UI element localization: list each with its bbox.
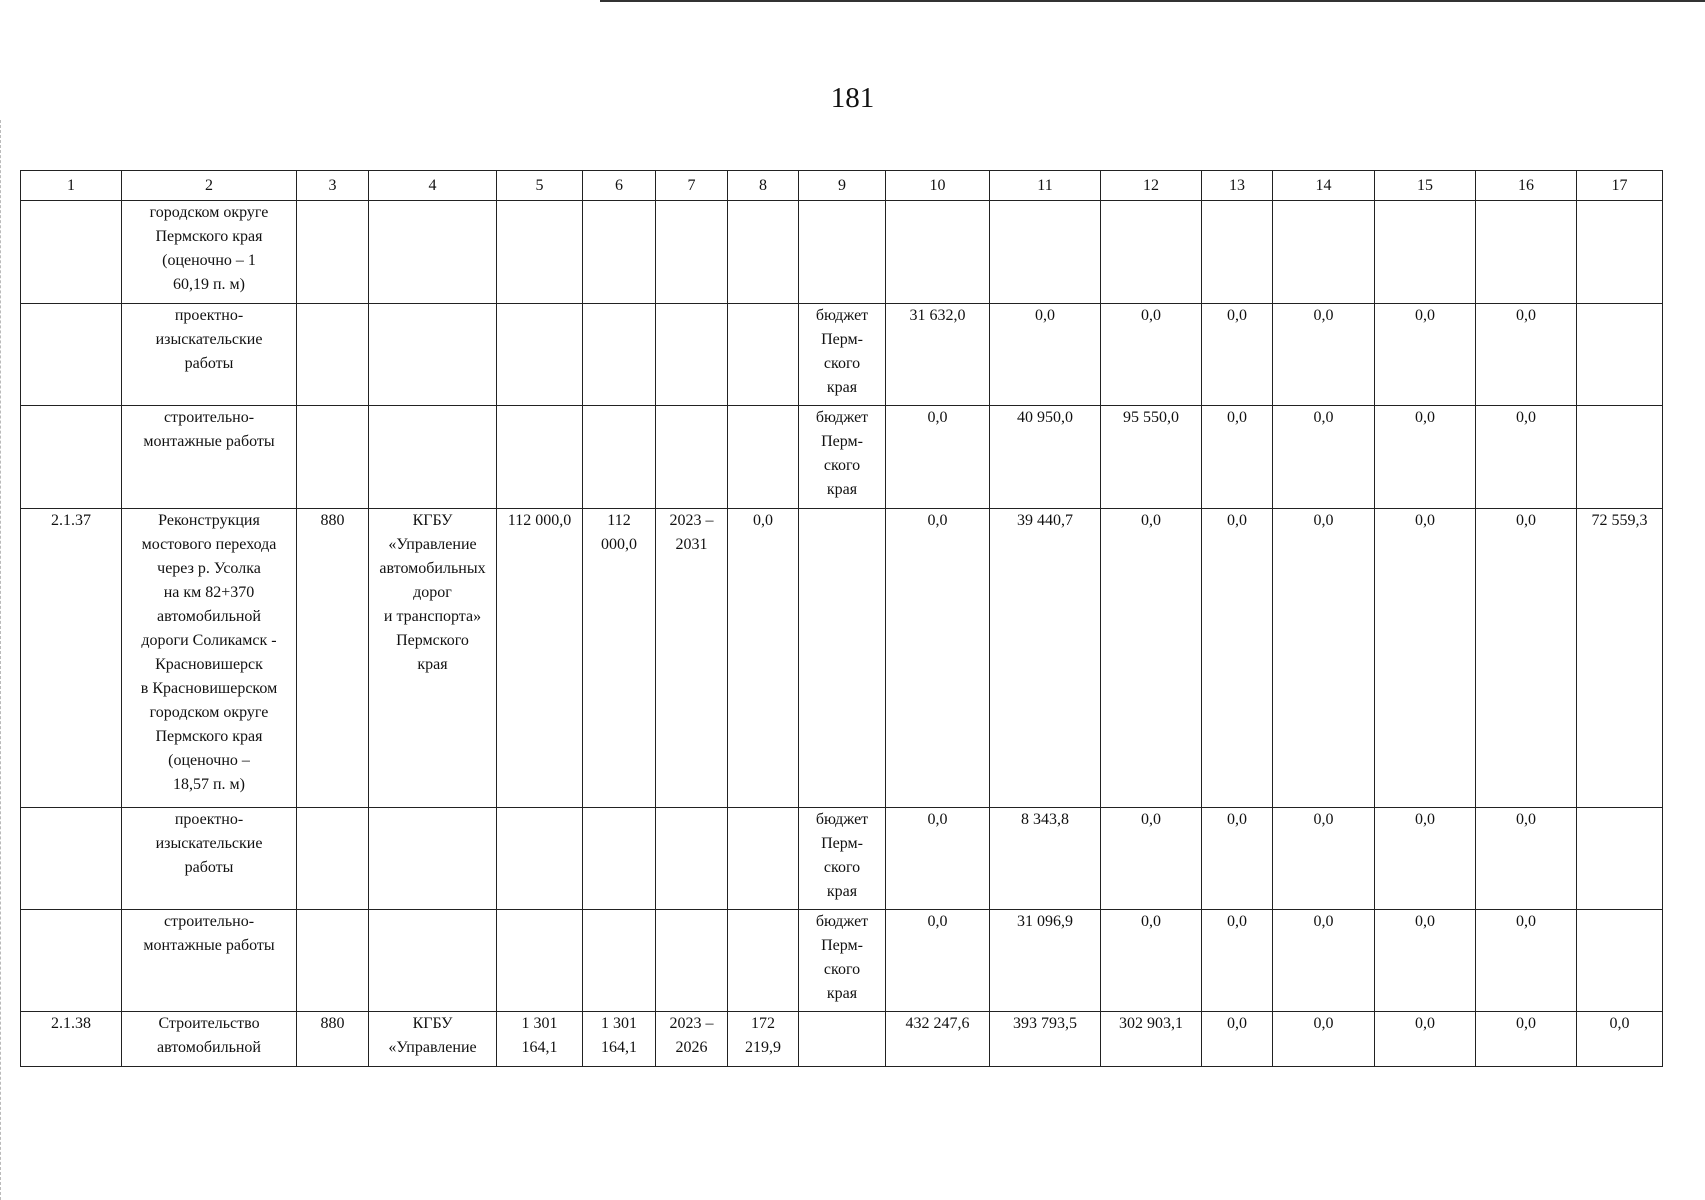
table-cell-col-11: 40 950,0 [990, 406, 1101, 509]
cell-text-line: ского [823, 961, 861, 978]
table-row [21, 304, 1663, 406]
table-cell-col-8 [728, 509, 799, 808]
cell-text-line: через р. Усолка [157, 560, 261, 577]
cell-text-line: работы [184, 859, 234, 876]
cell-text-line: строительно- [163, 913, 255, 930]
table-cell-col-7 [656, 406, 728, 509]
table-cell-col-9 [799, 808, 886, 910]
column-number-row [21, 171, 1663, 201]
cell-text-line: изыскательские [155, 835, 263, 852]
table-cell-col-3 [297, 808, 369, 910]
cell-text-line: Перм- [821, 331, 863, 348]
cell-text-line: Пермского края [155, 728, 263, 745]
cell-text-line: Перм- [821, 937, 863, 954]
table-cell-col-8 [728, 1012, 799, 1067]
cell-text-line: бюджет [815, 307, 869, 324]
table-cell-col-4 [369, 509, 497, 808]
table-cell-col-11: 8 343,8 [990, 808, 1101, 910]
table-cell-col-11: 31 096,9 [990, 910, 1101, 1012]
table-cell-col-4 [369, 808, 497, 910]
column-number: 14 [1273, 171, 1375, 201]
table-cell-col-16: 0,0 [1476, 1012, 1577, 1067]
table-cell-col-1: 2.1.37 [21, 509, 122, 808]
cell-text-line: 112 000,0 [507, 512, 572, 529]
cell-text-line: мостового перехода [141, 536, 277, 553]
cell-text-line: бюджет [815, 811, 869, 828]
cell-text-line: Пермского края [155, 228, 263, 245]
cell-text-line: 164,1 [521, 1039, 558, 1056]
cell-text-line: проектно- [174, 811, 244, 828]
table-row [21, 910, 1663, 1012]
table-cell-col-4 [369, 406, 497, 509]
table-cell-col-2 [122, 304, 297, 406]
cell-text-line: 219,9 [745, 1039, 781, 1056]
table-cell-col-7 [656, 304, 728, 406]
cell-text-line: 000,0 [601, 536, 637, 553]
cell-text-line: автомобильных [379, 560, 486, 577]
cell-text-line: монтажные работы [143, 937, 275, 954]
column-number: 13 [1202, 171, 1273, 201]
column-number: 9 [799, 171, 886, 201]
cell-text-line: монтажные работы [143, 433, 275, 450]
table-cell-col-15: 0,0 [1375, 304, 1476, 406]
cell-text-line: Красновишерск [155, 656, 263, 673]
table-cell-col-6 [583, 509, 656, 808]
table-cell-col-7 [656, 1012, 728, 1067]
table-cell-col-6 [583, 910, 656, 1012]
table-cell-col-1 [21, 910, 122, 1012]
table-cell-col-16: 0,0 [1476, 304, 1577, 406]
table-cell-col-16: 0,0 [1476, 406, 1577, 509]
column-number: 6 [583, 171, 656, 201]
table-cell-col-3 [297, 201, 369, 304]
table-cell-col-3 [297, 406, 369, 509]
table-cell-col-6 [583, 201, 656, 304]
cell-text-line: КГБУ [412, 512, 453, 529]
cell-text-line: 18,57 п. м) [172, 776, 245, 793]
table-cell-col-6 [583, 1012, 656, 1067]
cell-text-line: 1 301 [521, 1015, 558, 1032]
cell-text-line: 60,19 п. м) [172, 276, 245, 293]
table-cell-col-10: 0,0 [886, 406, 990, 509]
table-cell-col-10: 0,0 [886, 808, 990, 910]
table-row [21, 201, 1663, 304]
table-cell-col-5 [497, 201, 583, 304]
table-cell-col-11: 0,0 [990, 304, 1101, 406]
cell-text-line: на км 82+370 [163, 584, 255, 601]
table-cell-col-10: 0,0 [886, 509, 990, 808]
cell-text-line: «Управление [388, 536, 477, 553]
table-cell-col-7 [656, 910, 728, 1012]
table-cell-col-13: 0,0 [1202, 406, 1273, 509]
table-cell-col-10: 31 632,0 [886, 304, 990, 406]
table-cell-col-10: 432 247,6 [886, 1012, 990, 1067]
table-cell-col-4 [369, 201, 497, 304]
table-cell-col-17 [1577, 201, 1663, 304]
cell-text-line: ского [823, 457, 861, 474]
cell-text-line: дорог [413, 584, 452, 601]
table-cell-col-10: 0,0 [886, 910, 990, 1012]
table-cell-col-2 [122, 1012, 297, 1067]
page-number: 181 [830, 82, 875, 114]
table-cell-col-7 [656, 509, 728, 808]
cell-text-line: 0,0 [753, 512, 773, 529]
table-cell-col-15: 0,0 [1375, 406, 1476, 509]
table-cell-col-12: 302 903,1 [1101, 1012, 1202, 1067]
table-cell-col-15: 0,0 [1375, 509, 1476, 808]
table-cell-col-2 [122, 910, 297, 1012]
table-cell-col-9 [799, 304, 886, 406]
table-cell-col-14: 0,0 [1273, 304, 1375, 406]
cell-text-line: автомобильной [157, 1039, 261, 1056]
cell-text-line: в Красновишерском [140, 680, 278, 697]
cell-text-line: края [417, 656, 448, 673]
table-cell-col-9 [799, 910, 886, 1012]
column-number: 7 [656, 171, 728, 201]
table-cell-col-12: 95 550,0 [1101, 406, 1202, 509]
table-cell-col-1 [21, 808, 122, 910]
cell-text-line: Перм- [821, 433, 863, 450]
table-cell-col-15: 0,0 [1375, 808, 1476, 910]
column-number: 1 [21, 171, 122, 201]
table-cell-col-8 [728, 304, 799, 406]
cell-text-line: 2031 [675, 536, 708, 553]
table-cell-col-17: 0,0 [1577, 1012, 1663, 1067]
cell-text-line: 172 [751, 1015, 775, 1032]
table-cell-col-2 [122, 509, 297, 808]
table-cell-col-15 [1375, 201, 1476, 304]
table-cell-col-16: 0,0 [1476, 910, 1577, 1012]
table-cell-col-14: 0,0 [1273, 406, 1375, 509]
cell-text-line: и транспорта» [383, 608, 482, 625]
cell-text-line: проектно- [174, 307, 244, 324]
table-cell-col-15: 0,0 [1375, 1012, 1476, 1067]
table-cell-col-1 [21, 406, 122, 509]
table-cell-col-2 [122, 406, 297, 509]
cell-text-line: Реконструкция [158, 512, 260, 529]
table-cell-col-14: 0,0 [1273, 509, 1375, 808]
cell-text-line: бюджет [815, 409, 869, 426]
column-number: 3 [297, 171, 369, 201]
cell-text-line: дороги Соликамск - [141, 632, 277, 649]
cell-text-line: «Управление [388, 1039, 477, 1056]
table-cell-col-16: 0,0 [1476, 509, 1577, 808]
table-cell-col-3 [297, 304, 369, 406]
table-cell-col-5 [497, 1012, 583, 1067]
table-cell-col-6 [583, 808, 656, 910]
table-row [21, 509, 1663, 808]
table-cell-col-2 [122, 201, 297, 304]
table-cell-col-4 [369, 1012, 497, 1067]
table-cell-col-9 [799, 1012, 886, 1067]
cell-text-line: Перм- [821, 835, 863, 852]
page-frame-top-edge [600, 0, 1705, 2]
table-cell-col-8 [728, 910, 799, 1012]
table-cell-col-13: 0,0 [1202, 1012, 1273, 1067]
table-cell-col-14: 0,0 [1273, 910, 1375, 1012]
table-cell-col-9 [799, 201, 886, 304]
table-cell-col-14: 0,0 [1273, 1012, 1375, 1067]
cell-text-line: края [826, 481, 858, 498]
table-cell-col-12: 0,0 [1101, 808, 1202, 910]
column-number: 11 [990, 171, 1101, 201]
cell-text-line: строительно- [163, 409, 255, 426]
table-cell-col-7 [656, 808, 728, 910]
cell-text-line: ского [823, 859, 861, 876]
cell-text-line: края [826, 379, 858, 396]
table-cell-col-11: 393 793,5 [990, 1012, 1101, 1067]
table-cell-col-6 [583, 304, 656, 406]
table-cell-col-1 [21, 304, 122, 406]
data-table [20, 170, 1663, 1067]
table-row [21, 1012, 1663, 1067]
cell-text-line: Строительство [158, 1015, 260, 1032]
table-cell-col-9 [799, 509, 886, 808]
column-number: 8 [728, 171, 799, 201]
table-cell-col-13: 0,0 [1202, 910, 1273, 1012]
table-row [21, 808, 1663, 910]
table-cell-col-5 [497, 304, 583, 406]
table-cell-col-8 [728, 201, 799, 304]
page-frame-left-edge [0, 120, 1, 1200]
cell-text-line: края [826, 985, 858, 1002]
table-cell-col-14 [1273, 201, 1375, 304]
cell-text-line: 1 301 [601, 1015, 637, 1032]
column-number: 15 [1375, 171, 1476, 201]
cell-text-line: городском округе [149, 704, 269, 721]
cell-text-line: 2026 [675, 1039, 708, 1056]
table-cell-col-7 [656, 201, 728, 304]
table-cell-col-3 [297, 910, 369, 1012]
table-row [21, 406, 1663, 509]
column-number: 2 [122, 171, 297, 201]
cell-text-line: изыскательские [155, 331, 263, 348]
column-number: 4 [369, 171, 497, 201]
table-cell-col-13 [1202, 201, 1273, 304]
table-cell-col-11: 39 440,7 [990, 509, 1101, 808]
cell-text-line: КГБУ [412, 1015, 453, 1032]
table-cell-col-17 [1577, 808, 1663, 910]
table-cell-col-12 [1101, 201, 1202, 304]
table-cell-col-13: 0,0 [1202, 808, 1273, 910]
table-cell-col-4 [369, 910, 497, 1012]
cell-text-line: края [826, 883, 858, 900]
cell-text-line: 112 [607, 512, 631, 529]
table-cell-col-14: 0,0 [1273, 808, 1375, 910]
cell-text-line: ского [823, 355, 861, 372]
table-cell-col-5 [497, 406, 583, 509]
cell-text-line: (оценочно – [168, 752, 250, 769]
table-cell-col-6 [583, 406, 656, 509]
table-cell-col-17 [1577, 910, 1663, 1012]
table-cell-col-8 [728, 406, 799, 509]
table-cell-col-13: 0,0 [1202, 304, 1273, 406]
table-cell-col-1 [21, 201, 122, 304]
column-number: 5 [497, 171, 583, 201]
table-cell-col-13: 0,0 [1202, 509, 1273, 808]
table-cell-col-9 [799, 406, 886, 509]
column-number: 10 [886, 171, 990, 201]
table-cell-col-1: 2.1.38 [21, 1012, 122, 1067]
table-cell-col-10 [886, 201, 990, 304]
cell-text-line: Пермского [396, 632, 469, 649]
table-body [21, 171, 1663, 1067]
cell-text-line: 164,1 [601, 1039, 637, 1056]
table-cell-col-5 [497, 910, 583, 1012]
cell-text-line: (оценочно – 1 [162, 252, 256, 269]
table-cell-col-12: 0,0 [1101, 910, 1202, 1012]
cell-text-line: бюджет [815, 913, 869, 930]
table-cell-col-16 [1476, 201, 1577, 304]
table-cell-col-17 [1577, 304, 1663, 406]
table-cell-col-3: 880 [297, 1012, 369, 1067]
table-cell-col-3: 880 [297, 509, 369, 808]
cell-text-line: 2023 – [669, 512, 714, 529]
column-number: 12 [1101, 171, 1202, 201]
table-cell-col-17 [1577, 406, 1663, 509]
column-number: 16 [1476, 171, 1577, 201]
column-number: 17 [1577, 171, 1663, 201]
table-cell-col-5 [497, 808, 583, 910]
cell-text-line: 2023 – [669, 1015, 714, 1032]
table-cell-col-2 [122, 808, 297, 910]
table-cell-col-4 [369, 304, 497, 406]
table-cell-col-15: 0,0 [1375, 910, 1476, 1012]
table-cell-col-12: 0,0 [1101, 304, 1202, 406]
table-cell-col-12: 0,0 [1101, 509, 1202, 808]
table-cell-col-17: 72 559,3 [1577, 509, 1663, 808]
cell-text-line: работы [184, 355, 234, 372]
table-cell-col-11 [990, 201, 1101, 304]
table-cell-col-8 [728, 808, 799, 910]
table-cell-col-5 [497, 509, 583, 808]
cell-text-line: городском округе [149, 204, 269, 221]
table-cell-col-16: 0,0 [1476, 808, 1577, 910]
cell-text-line: автомобильной [157, 608, 261, 625]
